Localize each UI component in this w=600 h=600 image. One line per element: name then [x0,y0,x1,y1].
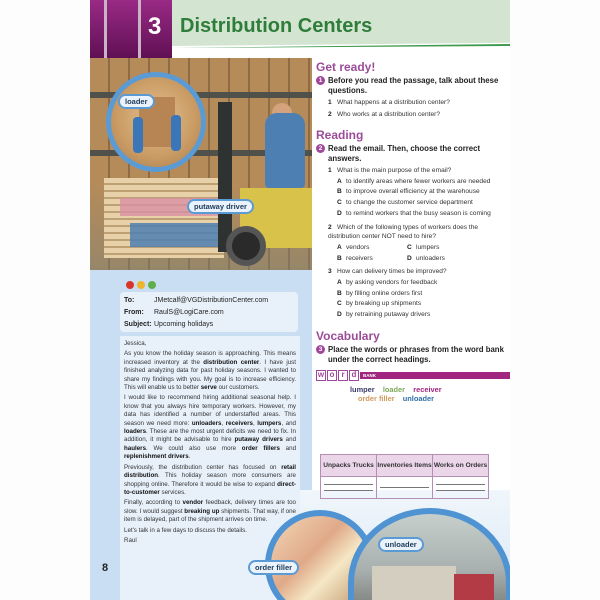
answer-option[interactable]: A by asking vendors for feedback [337,278,438,286]
subject-label: Subject: [124,320,152,328]
loader-label: loader [118,94,155,109]
unit-number: 3 [148,13,162,40]
putaway-driver-label: putaway driver [187,199,254,214]
word-receiver[interactable]: receiver [413,385,442,395]
column-header: Works on Orders [433,455,489,477]
reading-heading: Reading [316,128,364,143]
email-paragraph-1: As you know the holiday season is approaching. This means increased inventory at the distribution center. I have just finished analyzing data for past holiday seasons. I wanted to share my findings with you. My goal is to increase efficiency. This will enable us to better serve our customers. [124,350,296,392]
reading-question-3: 3 How can delivery times be improved? [328,268,447,276]
minimize-dot-icon [137,281,145,289]
exercise-number-badge: 2 [316,144,325,153]
word-bank-label: BANK [363,373,376,379]
order-filler-label: order filler [248,560,299,575]
answer-option[interactable]: C by breaking up shipments [337,300,422,308]
word-bank-words [316,385,510,403]
discussion-question: 2 Who works at a distribution center? [328,110,440,118]
answer-cell[interactable] [377,477,433,499]
vocabulary-instruction: 3 Place the words or phrases from the word bank under the correct headings. [316,345,510,364]
from-label: From: [124,308,144,316]
get-ready-heading: Get ready! [316,60,376,74]
unit-title: Distribution Centers [180,15,373,37]
answer-option[interactable]: D unloaders [407,255,445,263]
subject-value: Upcoming holidays [154,320,214,328]
word-bank-bar [360,372,510,379]
email-paragraph-2: I would like to recommend hiring additional seasonal help. I know that you always hire temporary workers. However, my data has identified a number of understaffed areas. This season we need more: unloaders, receivers, lumpers, and loaders. These are the most urgent deficits we need to fix. In addition, it might be advisable to hire putaway drivers and haulers. We could also use more order fillers and replenishment drivers. [124,394,297,461]
to-label: To: [124,296,135,304]
vocabulary-heading: Vocabulary [316,329,380,344]
discussion-question: 1 What happens at a distribution center? [328,99,450,106]
answer-option[interactable]: C to change the customer service department [337,198,473,206]
answer-option[interactable]: C lumpers [407,244,440,252]
get-ready-instruction: 1 Before you read the passage, talk about these questions. [316,76,510,95]
email-paragraph-5: Let's talk in a few days to discuss the details. [124,526,247,534]
word-unloader[interactable]: unloader [402,394,434,404]
reading-instruction: 2 Read the email. Then, choose the correct answers. [316,144,510,163]
word-loader[interactable]: loader [382,385,406,395]
email-greeting: Jessica, [124,340,147,347]
email-paragraph-3: Previously, the distribution center has focused on retail distribution. This holiday season more consumers are shopping online. Therefore it would be wise to expand direct-to-customer services. [124,463,296,496]
exercises-column [316,60,510,469]
loader-inset-photo [106,72,206,172]
to-value: JMetcalf@VGDistributionCenter.com [154,296,269,304]
exercise-number-badge: 1 [316,76,325,85]
window-controls [126,281,156,289]
answer-option[interactable]: B receivers [337,255,373,263]
word-lumper[interactable]: lumper [350,385,375,395]
email-signature: Raul [124,536,137,544]
from-value: RaulS@LogiCare.com [154,308,224,316]
reading-question-1: 1 What is the main purpose of the email? [328,167,452,175]
maximize-dot-icon [148,281,156,289]
textbook-page [90,0,510,600]
email-header [120,292,298,332]
email-paragraph-4: Finally, according to vendor feedback, delivery times are too slow. I would suggest breaking up shipments. That way, if one item is delayed, part of the shipment arrives on time. [124,499,296,524]
column-header: Inventories Items [377,455,433,477]
unloader-label: unloader [378,537,424,552]
page-number: 8 [102,562,109,574]
answer-cell[interactable] [321,477,377,499]
close-dot-icon [126,281,134,289]
answer-option[interactable]: B to improve overall efficiency at the warehouse [337,188,480,196]
vocabulary-table [320,454,489,499]
answer-option[interactable]: A vendors [337,244,370,252]
word-bank [316,370,510,408]
answer-option[interactable]: D to remind workers that the busy season is coming [337,209,491,217]
answer-option[interactable]: B by filling online orders first [337,289,423,297]
answer-option[interactable]: D by retraining putaway drivers [337,310,431,318]
reading-question-2: 2 Which of the following types of workers does the distribution center NOT need to hire? [328,224,479,240]
column-header: Unpacks Trucks [321,455,377,477]
word-bank-logo-icon: w o r d [316,370,360,381]
exercise-number-badge: 3 [316,345,325,354]
answer-option[interactable]: A to identify areas where fewer workers are needed [337,177,491,185]
answer-options-grid [316,244,510,262]
answer-cell[interactable] [433,477,489,499]
word-order-filler[interactable]: order filler [358,394,395,404]
warehouse-forklift-photo [90,58,312,270]
